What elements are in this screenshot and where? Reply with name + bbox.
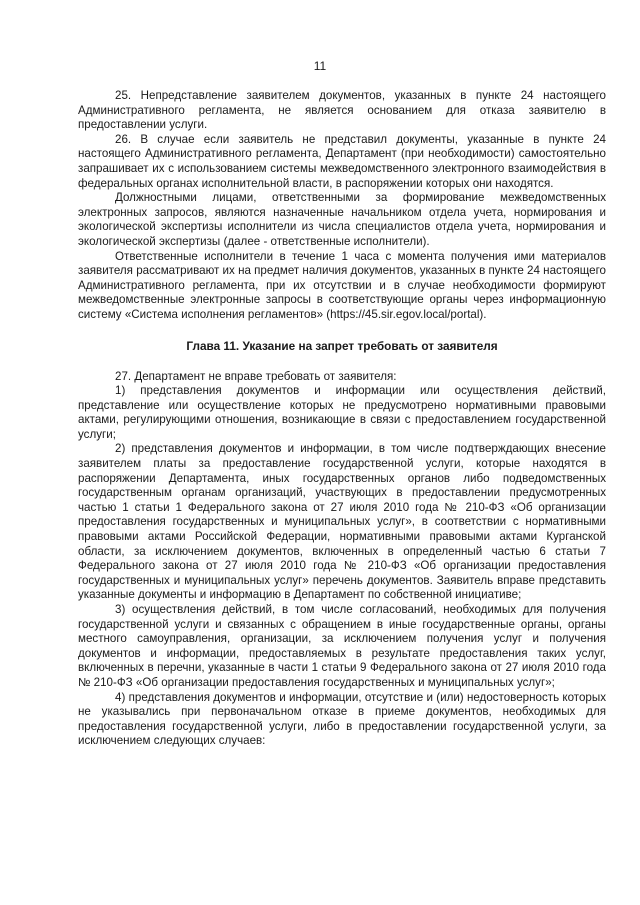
list-item-4: 4) представления документов и информации, отсутствие и (или) недостоверность которых не указывались при первоначальном отказе в приеме документов, необходимых для предоставления государственной услуги, либо в предоставлении государственной услуги, за исключением следующих случаев: — [78, 690, 606, 748]
spacer — [78, 323, 606, 339]
page-number: 11 — [313, 59, 327, 73]
list-item-3: 3) осуществления действий, в том числе согласований, необходимых для получения государственной услуги и связанных с обращением в иные государственные органы, органы местного самоуправления, организации, за исключением получения услуг и получения документов и информации, предоставляемых в результате предоставления таких услуг, включенных в перечни, указанные в части 1 статьи 9 Федерального закона от 27 июля 2010 года № 210-ФЗ «Об организации предоставления государственных и муниципальных услуг»; — [78, 603, 606, 689]
paragraph-responsible-officials: Должностными лицами, ответственными за формирование межведомственных электронных запросов, являются назначенные начальником отдела учета, нормирования и экологической экспертизы исполнители из числа специалистов отдела учета, нормирования и экологической экспертизы (далее - ответственные исполнители). — [78, 191, 606, 248]
spacer — [78, 354, 606, 370]
chapter-heading: Глава 11. Указание на запрет требовать от заявителя — [186, 338, 498, 353]
paragraph-26: 26. В случае если заявитель не представил документы, указанные в пункте 24 настоящего Административного регламента, Департамент (при необходимости) самостоятельно запрашивает их с использованием системы межведомственного электронного взаимодействия в федеральных органах исполнительной власти, в распоряжении которых они находятся. — [78, 132, 606, 190]
paragraph-25: 25. Непредставление заявителем документов, указанных в пункте 24 настоящего Административного регламента, не является основанием для отказа заявителю в предоставлении услуги. — [78, 89, 606, 132]
document-body — [78, 89, 606, 749]
list-item-2: 2) представления документов и информации, в том числе подтверждающих внесение заявителем платы за предоставление государственной услуги, которые находятся в распоряжении Департамента, иных государственных органов либо подведомственных государственным органам организаций, участвующих в предоставлении предусмотренных частью 1 статьи 1 Федерального закона от 27 июля 2010 года № 210-ФЗ «Об организации предоставления государственных и муниципальных услуг», в соответствии с нормативными правовыми актами Российской Федерации, нормативными правовыми актами Курганской области, за исключением документов, включенных в определенный частью 6 статьи 7 Федерального закона от 27 июля 2010 года № 210-ФЗ «Об организации предоставления государственных и муниципальных услуг» перечень документов. Заявитель вправе представить указанные документы и информацию в Департамент по собственной инициативе; — [78, 442, 606, 602]
paragraph-27: 27. Департамент не вправе требовать от заявителя: — [115, 369, 397, 383]
list-item-1: 1) представления документов и информации или осуществления действий, представление или осуществление которых не предусмотрено нормативными правовыми актами, регулирующими отношения, возникающие в связи с предоставлением государственной услуги; — [78, 384, 606, 441]
paragraph-responsible-executors: Ответственные исполнители в течение 1 часа с момента получения ими материалов заявителя рассматривают их на предмет наличия документов, указанных в пункте 24 настоящего Административного регламента, при их отсутствии и в случае необходимости формируют межведомственные электронные запросы в соответствующие органы через информационную систему «Система исполнения регламентов» (https://45.sir.egov.local/portal). — [78, 249, 606, 321]
